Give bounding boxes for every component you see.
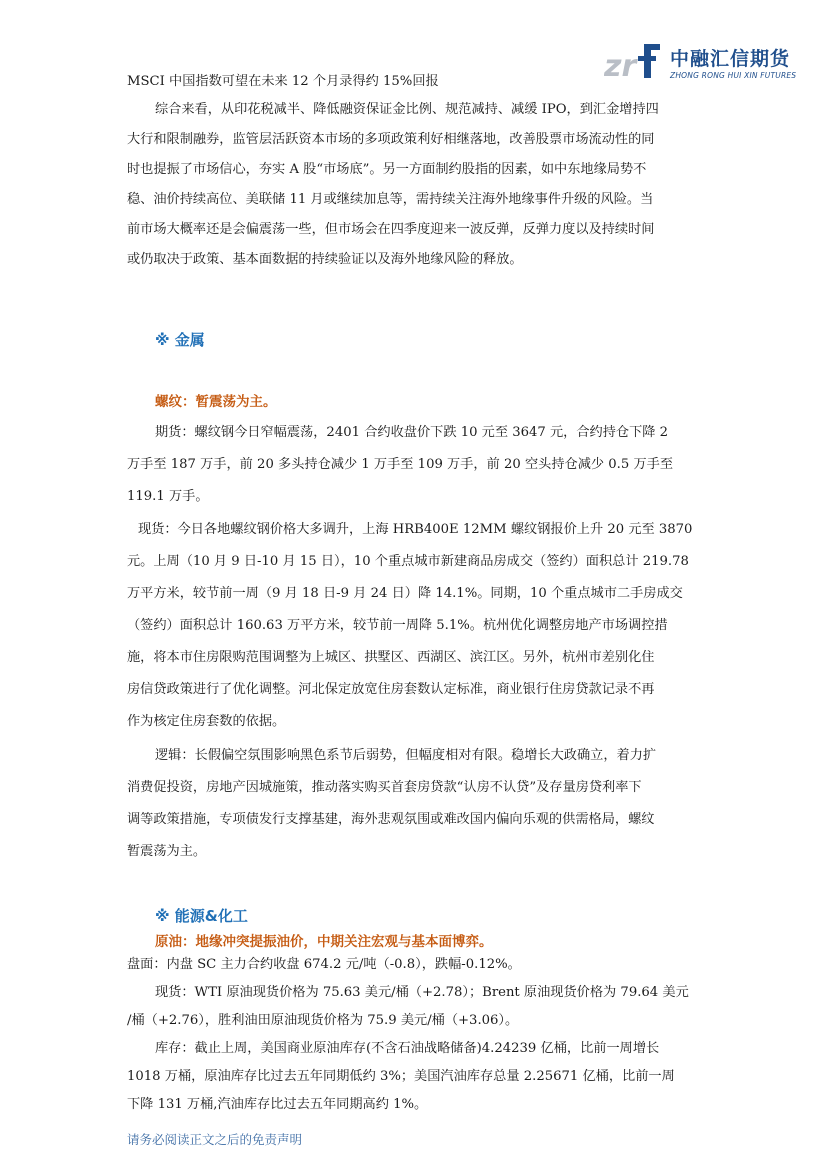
paragraph-line: /桶（+2.76），胜利油田原油现货价格为 75.9 美元/桶（+3.06）。: [127, 1013, 519, 1028]
section-heading-energy: ※ 能源&化工: [155, 907, 248, 925]
logo-chinese-name: 中融汇信期货: [670, 48, 791, 70]
paragraph-line: 消费促投资，房地产因城施策，推动落实购买首套房贷款“认房不认贷”及存量房贷利率下: [127, 780, 642, 795]
paragraph-line: 或仍取决于政策、基本面数据的持续验证以及海外地缘风险的释放。: [127, 252, 523, 267]
paragraph-line: 暂震荡为主。: [127, 844, 207, 859]
paragraph-line: 1018 万桶，原油库存比过去五年同期低约 3%；美国汽油库存总量 2.25671 亿桶，比前一周: [127, 1069, 675, 1084]
paragraph-line: 时也提振了市场信心，夯实 A 股“市场底”。另一方面制约股指的因素，如中东地缘局势不: [127, 162, 647, 177]
company-logo: [604, 40, 804, 84]
text-line: MSCI 中国指数可望在未来 12 个月录得约 15%回报: [127, 74, 439, 89]
paragraph-line: 前市场大概率还是会偏震荡一些，但市场会在四季度迎来一波反弹，反弹力度以及持续时间: [127, 222, 655, 237]
logo-mark-icon: [604, 40, 664, 84]
paragraph-line: 现货：今日各地螺纹钢价格大多调升，上海 HRB400E 12MM 螺纹钢报价上升 20 元至 3870: [138, 522, 693, 537]
section-heading-metal: ※ 金属: [155, 331, 205, 349]
paragraph-line: 作为核定住房套数的依据。: [127, 714, 286, 729]
paragraph-line: 逻辑：长假偏空氛围影响黑色系节后弱势，但幅度相对有限。稳增长大政确立，着力扩: [155, 748, 657, 763]
paragraph-line: 盘面：内盘 SC 主力合约收盘 674.2 元/吨（-0.8），跌幅-0.12%。: [127, 957, 521, 972]
logo-english-name: ZHONG RONG HUI XIN FUTURES: [670, 71, 797, 80]
paragraph-line: 现货：WTI 原油现货价格为 75.63 美元/桶（+2.78）；Brent 原油现货价格为 79.64 美元: [155, 985, 689, 1000]
paragraph-line: 期货：螺纹钢今日窄幅震荡，2401 合约收盘价下跌 10 元至 3647 元，合约持仓下降 2: [155, 425, 669, 440]
crude-heading: 原油：地缘冲突提振油价，中期关注宏观与基本面博弈。: [155, 934, 493, 950]
rebar-heading: 螺纹：暂震荡为主。: [155, 394, 277, 410]
paragraph-line: 下降 131 万桶,汽油库存比过去五年同期高约 1%。: [127, 1097, 428, 1112]
svg-text:zr: zr: [604, 49, 637, 84]
paragraph-line: 综合来看，从印花税减半、降低融资保证金比例、规范减持、减缓 IPO，到汇金增持四: [155, 102, 659, 117]
paragraph-line: 119.1 万手。: [127, 489, 209, 504]
paragraph-line: 万平方米，较节前一周（9 月 18 日-9 月 24 日）降 14.1%。同期，10 个重点城市二手房成交: [127, 586, 683, 601]
paragraph-line: 房信贷政策进行了优化调整。河北保定放宽住房套数认定标准，商业银行住房贷款记录不再: [127, 682, 655, 697]
paragraph-line: 元。上周（10 月 9 日-10 月 15 日），10 个重点城市新建商品房成交（签约）面积总计 219.78: [127, 554, 689, 569]
footer-disclaimer: 请务必阅读正文之后的免责声明: [127, 1132, 303, 1147]
paragraph-line: 大行和限制融券，监管层活跃资本市场的多项政策利好相继落地，改善股票市场流动性的同: [127, 132, 655, 147]
paragraph-line: 万手至 187 万手，前 20 多头持仓减少 1 万手至 109 万手，前 20 空头持仓减少 0.5 万手至: [127, 457, 674, 472]
paragraph-line: 调等政策措施，专项债发行支撑基建，海外悲观氛围或难改国内偏向乐观的供需格局，螺纹: [127, 812, 655, 827]
paragraph-line: 稳、油价持续高位、美联储 11 月或继续加息等，需持续关注海外地缘事件升级的风险。当: [127, 192, 654, 207]
paragraph-line: 库存：截止上周，美国商业原油库存(不含石油战略储备)4.24239 亿桶，比前一周增长: [155, 1041, 660, 1056]
paragraph-line: （签约）面积总计 160.63 万平方米，较节前一周降 5.1%。杭州优化调整房地产市场调控措: [127, 618, 668, 633]
paragraph-line: 施，将本市住房限购范围调整为上城区、拱墅区、西湖区、滨江区。另外，杭州市差别化住: [127, 650, 655, 665]
